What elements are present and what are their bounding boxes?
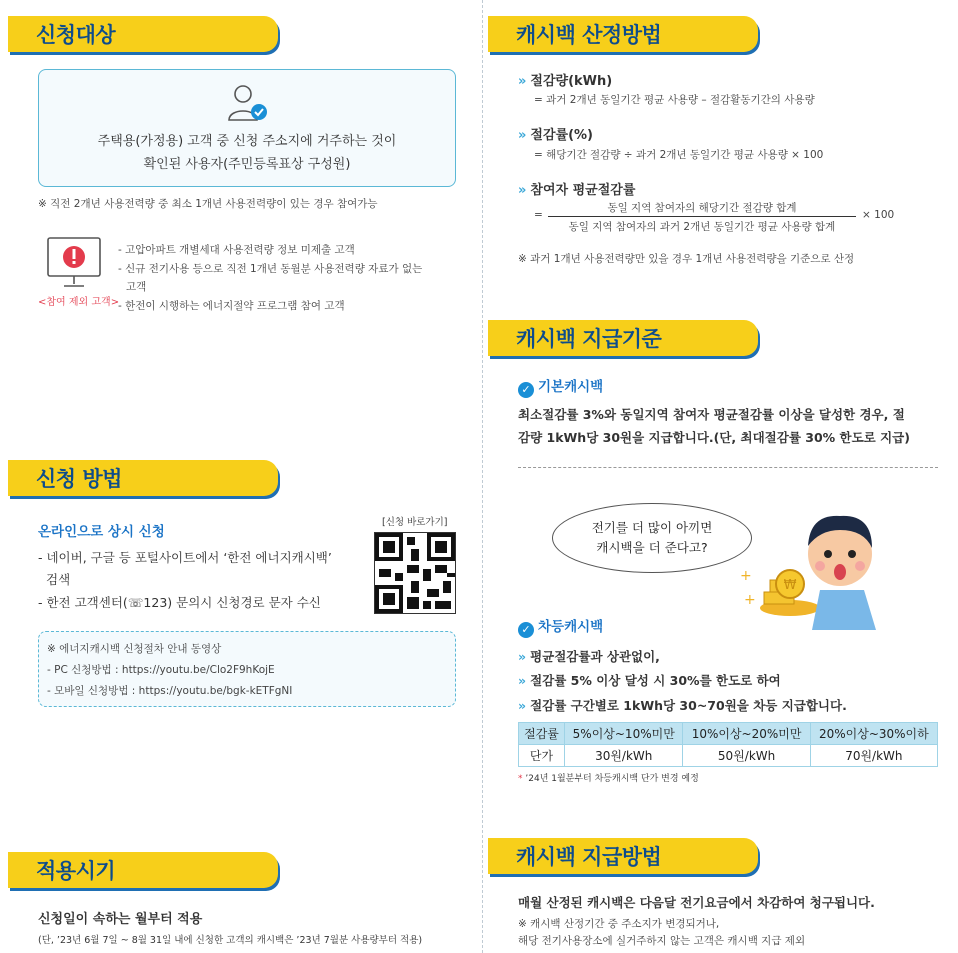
payment-note-line1: ※ 캐시백 산정기간 중 주소지가 변경되거나, bbox=[518, 918, 720, 930]
diff-item bbox=[518, 647, 660, 665]
basic-cashback-label: 기본캐시백 bbox=[538, 379, 604, 395]
target-text-line1: 주택용(가정용) 고객 중 신청 주소지에 거주하는 것이 bbox=[97, 134, 397, 149]
basic-desc-line2: 감량 1kWh당 30원을 지급합니다.(단, 최대절감률 30% 한도로 지급) bbox=[518, 430, 910, 445]
table-row bbox=[519, 723, 938, 745]
chevron-right-icon: » bbox=[518, 128, 527, 143]
svg-text:+: + bbox=[740, 568, 752, 584]
section-title-method bbox=[8, 460, 278, 496]
calc-item-2 bbox=[518, 124, 593, 143]
table-cell: 절감률 bbox=[519, 723, 565, 745]
basic-cashback-heading bbox=[518, 375, 603, 398]
exclusion-item: - 신규 전기사용 등으로 직전 1개년 동월분 사용전력량 자료가 없는 bbox=[118, 263, 423, 275]
method-item-2: - 한전 고객센터(☏123) 문의시 신청경로 문자 수신 bbox=[38, 595, 321, 610]
payment-note-line2: 해당 전기사용장소에 실거주하지 않는 고객은 캐시백 지급 제외 bbox=[518, 935, 806, 947]
calc-item-1 bbox=[518, 70, 612, 89]
surprised-boy-illustration bbox=[736, 500, 886, 630]
qr-code[interactable] bbox=[374, 532, 456, 614]
diff-item-text: 평균절감률과 상관없이, bbox=[530, 649, 660, 664]
qr-code-icon bbox=[375, 533, 455, 613]
target-text-line2: 확인된 사용자(주민등록표상 구성원) bbox=[143, 157, 351, 172]
speech-bubble bbox=[552, 503, 752, 573]
qr-label: [신청 바로가기] bbox=[382, 517, 448, 528]
table-row bbox=[519, 745, 938, 767]
target-box bbox=[38, 69, 456, 187]
table-note-mark: * bbox=[518, 774, 523, 784]
fraction-eq: = bbox=[534, 209, 543, 221]
bubble-line1: 전기를 더 많이 아끼면 bbox=[591, 520, 713, 535]
diff-item bbox=[518, 671, 781, 689]
diff-cashback-label: 차등캐시백 bbox=[538, 619, 604, 635]
exclusion-item: - 한전이 시행하는 에너지절약 프로그램 참여 고객 bbox=[118, 300, 345, 312]
svg-text:+: + bbox=[744, 592, 756, 608]
fraction-line bbox=[548, 216, 856, 217]
section-title-payment bbox=[488, 838, 758, 874]
chevron-right-icon: » bbox=[518, 673, 527, 688]
diff-item bbox=[518, 696, 847, 714]
monitor-warning-icon bbox=[44, 236, 104, 290]
bubble-line2: 캐시백을 더 준다고? bbox=[596, 540, 708, 555]
basic-desc-line1: 최소절감률 3%와 동일지역 참여자 평균절감률 이상을 달성한 경우, 절 bbox=[518, 407, 905, 422]
pc-link[interactable]: - PC 신청방법 : https://youtu.be/Clo2F9hKojE bbox=[47, 664, 275, 676]
calc-item-1-label: 절감량(kWh) bbox=[530, 74, 613, 89]
exclusion-item: 고객 bbox=[126, 281, 147, 293]
diff-cashback-heading bbox=[518, 615, 603, 638]
table-cell: 70원/kWh bbox=[810, 745, 937, 767]
fraction-numerator: 동일 지역 참여자의 해당기간 절감량 합계 bbox=[607, 202, 797, 214]
calc-note: ※ 과거 1개년 사용전력량만 있을 경우 1개년 사용전력량을 기준으로 산정 bbox=[518, 253, 855, 265]
check-icon: ✓ bbox=[518, 622, 534, 638]
period-main: 신청일이 속하는 월부터 적용 bbox=[38, 912, 203, 927]
period-sub: (단, ’23년 6월 7일 ~ 8월 31일 내에 신청한 고객의 캐시백은 ’23년 7월분 사용량부터 적용) bbox=[38, 935, 423, 946]
diff-item-text: 절감률 구간별로 1kWh당 30~70원을 차등 지급합니다. bbox=[530, 698, 847, 713]
section-title-method-text: 신청 방법 bbox=[36, 467, 122, 491]
section-title-period bbox=[8, 852, 278, 888]
column-divider bbox=[482, 0, 483, 953]
target-note: ※ 직전 2개년 사용전력량 중 최소 1개년 사용전력량이 있는 경우 참여가능 bbox=[38, 198, 378, 210]
fraction-denominator: 동일 지역 참여자의 과거 2개년 동일기간 평균 사용량 합계 bbox=[568, 221, 836, 233]
calc-item-2-label: 절감률(%) bbox=[530, 128, 593, 143]
exclusion-label: <참여 제외 고객> bbox=[38, 297, 120, 308]
section-title-criteria bbox=[488, 320, 758, 356]
rate-table bbox=[518, 722, 938, 767]
fraction-times: × 100 bbox=[862, 209, 895, 221]
calc-formula-1: = 과거 2개년 동일기간 평균 사용량 – 절감활동기간의 사용량 bbox=[534, 94, 815, 106]
method-item-1: - 네이버, 구글 등 포털사이트에서 ‘한전 에너지캐시백’ bbox=[38, 550, 332, 565]
table-cell: 30원/kWh bbox=[565, 745, 683, 767]
calc-item-3 bbox=[518, 179, 635, 198]
dashed-separator bbox=[518, 467, 938, 468]
table-cell: 단가 bbox=[519, 745, 565, 767]
calc-item-3-label: 참여자 평균절감률 bbox=[530, 183, 636, 198]
section-title-criteria-text: 캐시백 지급기준 bbox=[516, 327, 662, 351]
section-title-calc bbox=[488, 16, 758, 52]
chevron-right-icon: » bbox=[518, 183, 527, 198]
method-item-1-cont: 검색 bbox=[46, 572, 71, 587]
video-title: ※ 에너지캐시백 신청절차 안내 동영상 bbox=[47, 643, 222, 655]
table-cell: 50원/kWh bbox=[683, 745, 810, 767]
table-note bbox=[518, 771, 699, 784]
calc-formula-2: = 해당기간 절감량 ÷ 과거 2개년 동일기간 평균 사용량 × 100 bbox=[534, 149, 824, 161]
section-title-target bbox=[8, 16, 278, 52]
chevron-right-icon: » bbox=[518, 698, 527, 713]
user-check-icon bbox=[227, 84, 271, 124]
table-cell: 20%이상~30%이하 bbox=[810, 723, 937, 745]
diff-item-text: 절감률 5% 이상 달성 시 30%를 한도로 하여 bbox=[530, 673, 781, 688]
table-cell: 5%이상~10%미만 bbox=[565, 723, 683, 745]
svg-text:₩: ₩ bbox=[783, 578, 797, 593]
chevron-right-icon: » bbox=[518, 649, 527, 664]
section-title-payment-text: 캐시백 지급방법 bbox=[516, 845, 662, 869]
online-heading: 온라인으로 상시 신청 bbox=[38, 524, 165, 540]
section-title-calc-text: 캐시백 산정방법 bbox=[516, 23, 662, 47]
section-title-period-text: 적용시기 bbox=[36, 859, 116, 883]
video-box bbox=[38, 631, 456, 707]
payment-main: 매월 산정된 캐시백은 다음달 전기요금에서 차감하여 청구됩니다. bbox=[518, 895, 875, 910]
section-title-target-text: 신청대상 bbox=[36, 23, 116, 47]
table-cell: 10%이상~20%미만 bbox=[683, 723, 810, 745]
exclusion-item: - 고압아파트 개별세대 사용전력량 정보 미제출 고객 bbox=[118, 244, 355, 256]
mobile-link[interactable]: - 모바일 신청방법 : https://youtu.be/bgk-kETFgNI bbox=[47, 685, 293, 697]
check-icon: ✓ bbox=[518, 382, 534, 398]
table-note-text: ’24년 1월분부터 차등캐시백 단가 변경 예정 bbox=[525, 774, 699, 784]
chevron-right-icon: » bbox=[518, 74, 527, 89]
